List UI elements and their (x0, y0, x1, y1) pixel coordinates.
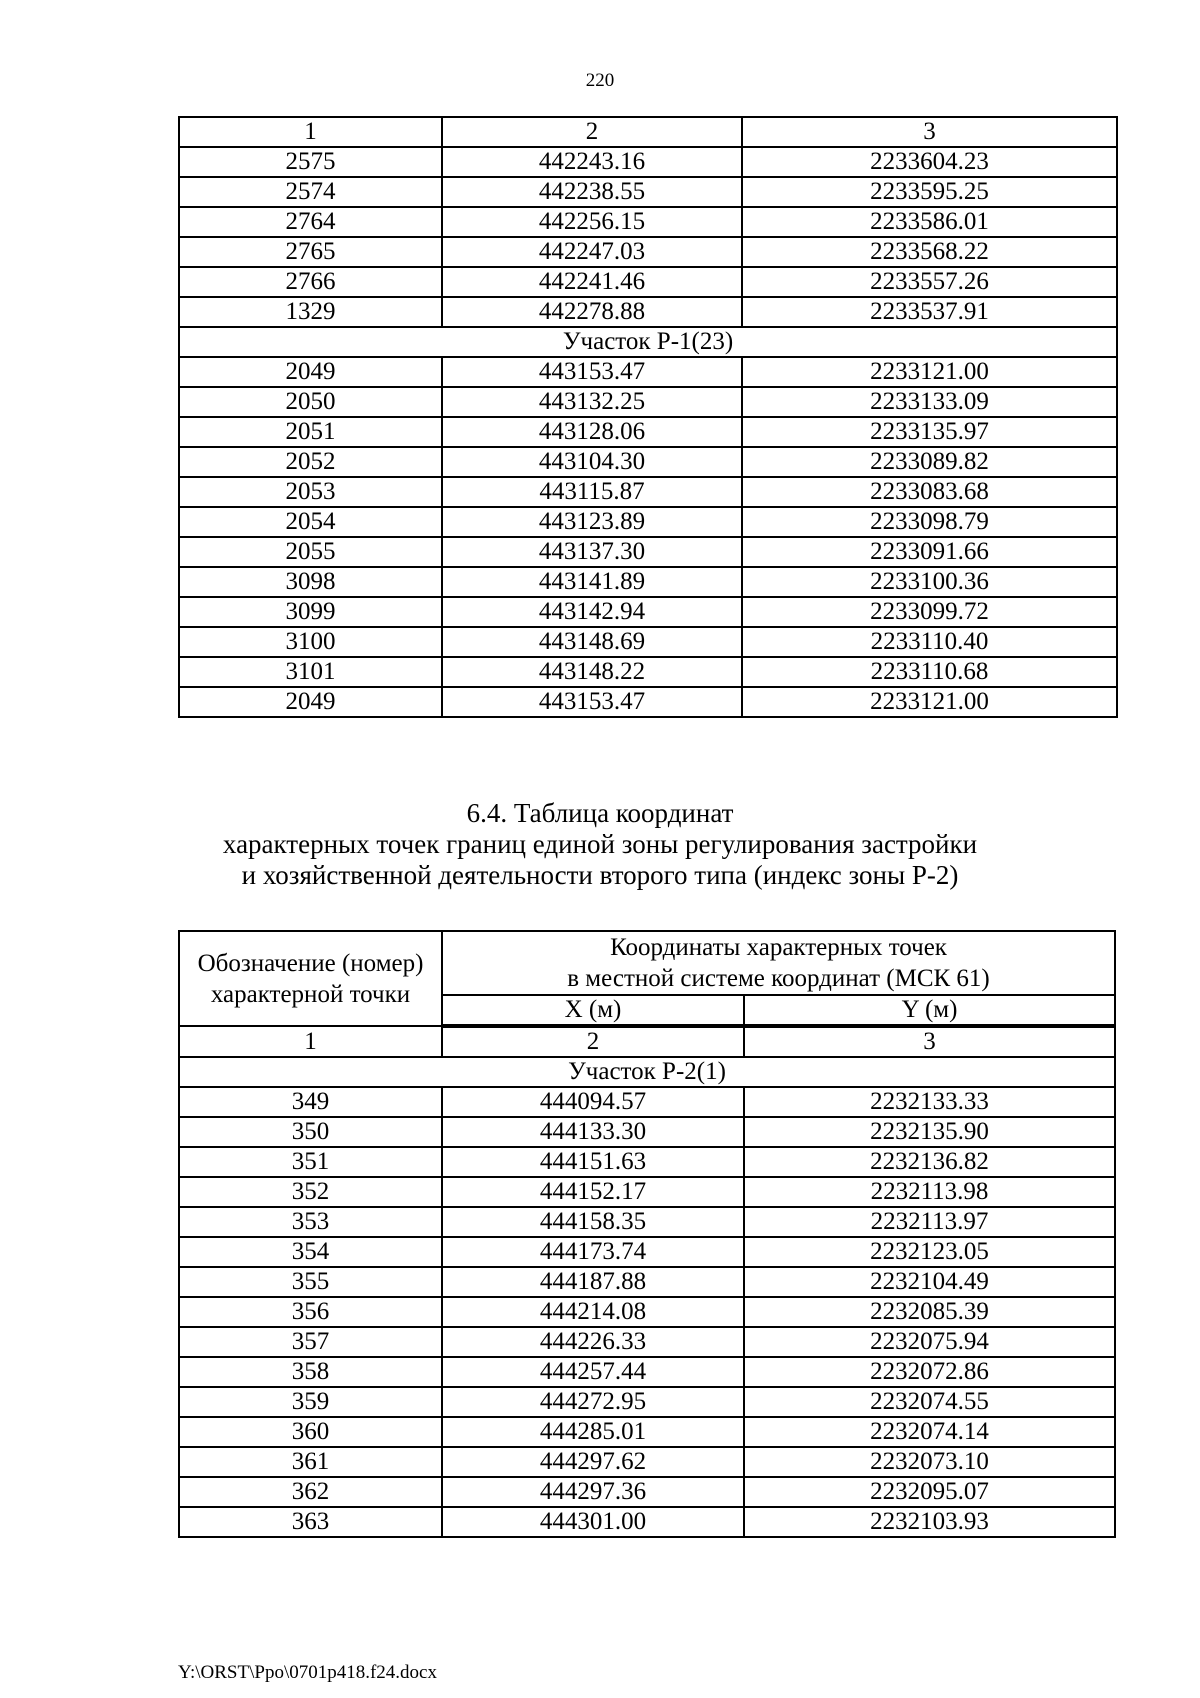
y-coordinate-cell: 2232136.82 (744, 1147, 1115, 1177)
header-row (179, 931, 1115, 995)
point-number-cell: 360 (179, 1417, 442, 1447)
y-coordinate-cell: 2233121.00 (742, 687, 1117, 717)
y-coordinate-cell: 2233100.36 (742, 567, 1117, 597)
y-coordinate-cell: 2233586.01 (742, 207, 1117, 237)
x-coordinate-cell: 443153.47 (442, 357, 742, 387)
y-coordinate-cell: 2232095.07 (744, 1477, 1115, 1507)
x-coordinate-cell: 443104.30 (442, 447, 742, 477)
point-number-cell: 2052 (179, 447, 442, 477)
page-number: 220 (585, 70, 615, 91)
y-coordinate-cell: 2232135.90 (744, 1117, 1115, 1147)
y-coordinate-cell: 2233595.25 (742, 177, 1117, 207)
table-row (179, 1177, 1115, 1207)
point-number-cell: 3098 (179, 567, 442, 597)
point-number-cell: 362 (179, 1477, 442, 1507)
x-coordinate-cell: 443128.06 (442, 417, 742, 447)
table-row (179, 1447, 1115, 1477)
x-coordinate-cell: 443148.69 (442, 627, 742, 657)
column-number-cell: 2 (442, 1026, 744, 1057)
y-coordinate-cell: 2233557.26 (742, 267, 1117, 297)
table-row (179, 207, 1117, 237)
table-row (179, 1387, 1115, 1417)
table-row (179, 447, 1117, 477)
point-number-cell: 3100 (179, 627, 442, 657)
point-number-cell: 363 (179, 1507, 442, 1537)
table-row (179, 1477, 1115, 1507)
y-coordinate-cell: 2232074.14 (744, 1417, 1115, 1447)
x-coordinate-cell: 443153.47 (442, 687, 742, 717)
header-x-cell: X (м) (442, 995, 744, 1026)
table-row (179, 267, 1117, 297)
table-row (179, 1417, 1115, 1447)
point-number-cell: 361 (179, 1447, 442, 1477)
point-number-cell: 351 (179, 1147, 442, 1177)
column-number-row (179, 1026, 1115, 1057)
x-coordinate-cell: 443141.89 (442, 567, 742, 597)
table-row (179, 1087, 1115, 1117)
table-row (179, 567, 1117, 597)
y-coordinate-cell: 2233133.09 (742, 387, 1117, 417)
y-coordinate-cell: 2233604.23 (742, 147, 1117, 177)
table-row (179, 1267, 1115, 1297)
point-number-cell: 2053 (179, 477, 442, 507)
point-number-cell: 2575 (179, 147, 442, 177)
x-coordinate-cell: 442238.55 (442, 177, 742, 207)
table-row (179, 387, 1117, 417)
header-coords-line-2: в местной системе координат (МСК 61) (567, 965, 990, 992)
point-number-cell: 359 (179, 1387, 442, 1417)
x-coordinate-cell: 442278.88 (442, 297, 742, 327)
x-coordinate-cell: 444285.01 (442, 1417, 744, 1447)
table-heading (0, 798, 1200, 891)
y-coordinate-cell: 2232104.49 (744, 1267, 1115, 1297)
x-coordinate-cell: 444133.30 (442, 1117, 744, 1147)
x-coordinate-cell: 444173.74 (442, 1237, 744, 1267)
point-number-cell: 2049 (179, 357, 442, 387)
heading-line-1: 6.4. Таблица координат (466, 798, 734, 828)
y-coordinate-cell: 2233568.22 (742, 237, 1117, 267)
point-number-cell: 3099 (179, 597, 442, 627)
table-row (179, 177, 1117, 207)
table-row (179, 1297, 1115, 1327)
coordinates-table-r2 (178, 930, 1116, 1538)
x-coordinate-cell: 444226.33 (442, 1327, 744, 1357)
point-number-cell: 3101 (179, 657, 442, 687)
y-coordinate-cell: 2233110.68 (742, 657, 1117, 687)
column-number-row (179, 117, 1117, 147)
table-row (179, 1357, 1115, 1387)
table-row (179, 1237, 1115, 1267)
x-coordinate-cell: 444187.88 (442, 1267, 744, 1297)
point-number-cell: 2054 (179, 507, 442, 537)
table-row (179, 597, 1117, 627)
coordinates-table-continued (178, 116, 1118, 718)
y-coordinate-cell: 2233121.00 (742, 357, 1117, 387)
table-row (179, 507, 1117, 537)
table-row (179, 657, 1117, 687)
x-coordinate-cell: 444158.35 (442, 1207, 744, 1237)
table-row (179, 1327, 1115, 1357)
x-coordinate-cell: 442243.16 (442, 147, 742, 177)
x-coordinate-cell: 442241.46 (442, 267, 742, 297)
table-row (179, 537, 1117, 567)
x-coordinate-cell: 444094.57 (442, 1087, 744, 1117)
point-number-cell: 358 (179, 1357, 442, 1387)
header-point-line-1: Обозначение (номер) (197, 949, 424, 977)
point-number-cell: 2050 (179, 387, 442, 417)
header-coords-line-1: Координаты характерных точек (610, 934, 947, 961)
section-row (179, 327, 1117, 357)
x-coordinate-cell: 444214.08 (442, 1297, 744, 1327)
y-coordinate-cell: 2233091.66 (742, 537, 1117, 567)
table-row (179, 1147, 1115, 1177)
point-number-cell: 356 (179, 1297, 442, 1327)
file-path: Y:\ORST\Ppo\0701p418.f24.docx (178, 1662, 437, 1683)
x-coordinate-cell: 443123.89 (442, 507, 742, 537)
point-number-cell: 349 (179, 1087, 442, 1117)
header-point-line-2: характерной точки (210, 980, 411, 1008)
point-number-cell: 2766 (179, 267, 442, 297)
y-coordinate-cell: 2232073.10 (744, 1447, 1115, 1477)
x-coordinate-cell: 443115.87 (442, 477, 742, 507)
column-number-cell: 3 (742, 117, 1117, 147)
column-number-cell: 2 (442, 117, 742, 147)
point-number-cell: 357 (179, 1327, 442, 1357)
x-coordinate-cell: 444152.17 (442, 1177, 744, 1207)
x-coordinate-cell: 444297.62 (442, 1447, 744, 1477)
x-coordinate-cell: 443148.22 (442, 657, 742, 687)
point-number-cell: 2574 (179, 177, 442, 207)
x-coordinate-cell: 444301.00 (442, 1507, 744, 1537)
x-coordinate-cell: 444151.63 (442, 1147, 744, 1177)
point-number-cell: 2764 (179, 207, 442, 237)
section-cell: Участок Р-1(23) (179, 327, 1117, 357)
table-row (179, 477, 1117, 507)
x-coordinate-cell: 443142.94 (442, 597, 742, 627)
heading-line-2: характерных точек границ единой зоны регулирования застройки (222, 829, 978, 859)
point-number-cell: 352 (179, 1177, 442, 1207)
y-coordinate-cell: 2233135.97 (742, 417, 1117, 447)
section-row (179, 1057, 1115, 1087)
table-row (179, 147, 1117, 177)
y-coordinate-cell: 2233537.91 (742, 297, 1117, 327)
y-coordinate-cell: 2232113.98 (744, 1177, 1115, 1207)
header-point-cell (179, 931, 442, 1026)
column-number-cell: 3 (744, 1026, 1115, 1057)
table-row (179, 297, 1117, 327)
point-number-cell: 2051 (179, 417, 442, 447)
point-number-cell: 2049 (179, 687, 442, 717)
x-coordinate-cell: 444297.36 (442, 1477, 744, 1507)
table-row (179, 1117, 1115, 1147)
point-number-cell: 354 (179, 1237, 442, 1267)
table-row (179, 627, 1117, 657)
header-y-cell: Y (м) (744, 995, 1115, 1026)
column-number-cell: 1 (179, 1026, 442, 1057)
y-coordinate-cell: 2233083.68 (742, 477, 1117, 507)
x-coordinate-cell: 444257.44 (442, 1357, 744, 1387)
y-coordinate-cell: 2232072.86 (744, 1357, 1115, 1387)
table-row (179, 1207, 1115, 1237)
point-number-cell: 350 (179, 1117, 442, 1147)
point-number-cell: 353 (179, 1207, 442, 1237)
point-number-cell: 2055 (179, 537, 442, 567)
table-row (179, 417, 1117, 447)
point-number-cell: 2765 (179, 237, 442, 267)
header-coords-cell (442, 931, 1115, 995)
heading-line-3: и хозяйственной деятельности второго типа (индекс зоны Р-2) (241, 860, 959, 890)
column-number-cell: 1 (179, 117, 442, 147)
table-row (179, 357, 1117, 387)
y-coordinate-cell: 2232074.55 (744, 1387, 1115, 1417)
y-coordinate-cell: 2233110.40 (742, 627, 1117, 657)
y-coordinate-cell: 2232133.33 (744, 1087, 1115, 1117)
y-coordinate-cell: 2233099.72 (742, 597, 1117, 627)
table-row (179, 237, 1117, 267)
y-coordinate-cell: 2232123.05 (744, 1237, 1115, 1267)
table-row (179, 687, 1117, 717)
x-coordinate-cell: 444272.95 (442, 1387, 744, 1417)
y-coordinate-cell: 2233089.82 (742, 447, 1117, 477)
x-coordinate-cell: 443137.30 (442, 537, 742, 567)
section-cell: Участок Р-2(1) (179, 1057, 1115, 1087)
y-coordinate-cell: 2232103.93 (744, 1507, 1115, 1537)
y-coordinate-cell: 2233098.79 (742, 507, 1117, 537)
point-number-cell: 1329 (179, 297, 442, 327)
y-coordinate-cell: 2232113.97 (744, 1207, 1115, 1237)
x-coordinate-cell: 442256.15 (442, 207, 742, 237)
y-coordinate-cell: 2232075.94 (744, 1327, 1115, 1357)
x-coordinate-cell: 443132.25 (442, 387, 742, 417)
y-coordinate-cell: 2232085.39 (744, 1297, 1115, 1327)
point-number-cell: 355 (179, 1267, 442, 1297)
x-coordinate-cell: 442247.03 (442, 237, 742, 267)
table-row (179, 1507, 1115, 1537)
